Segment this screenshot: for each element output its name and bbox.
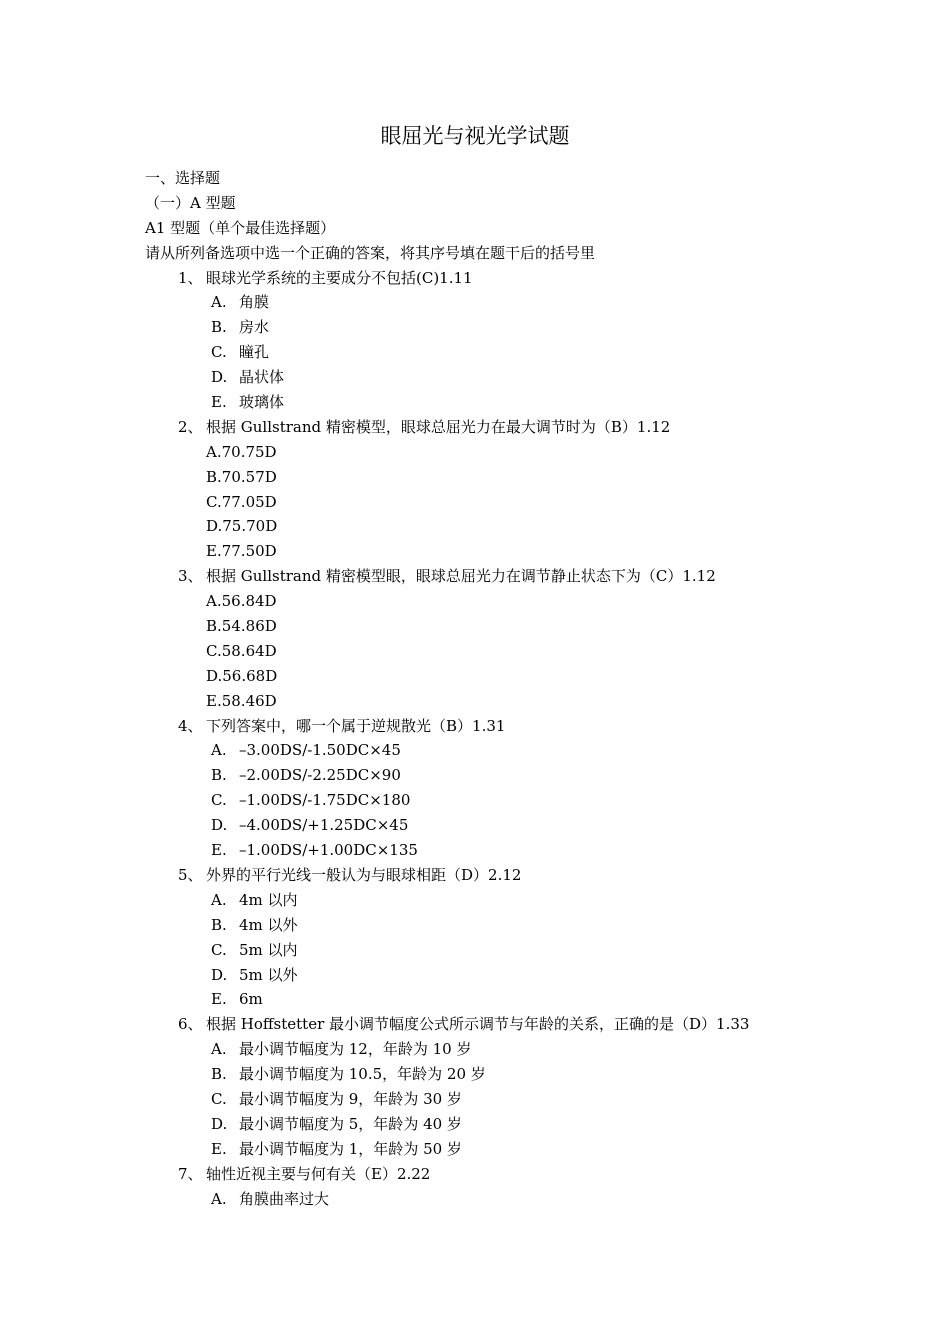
option-letter: E. [211,393,227,412]
option-text: 晶状体 [239,368,285,387]
option-text: 4m 以内 [239,890,298,909]
option-text: –2.00DS/-2.25DC×90 [239,766,401,785]
question-number: 1、 [178,268,203,287]
answer-option [145,788,905,813]
answer-option [145,1112,905,1137]
option-text: 最小调节幅度为 10.5，年龄为 20 岁 [239,1065,486,1084]
section-heading: 一、选择题 [145,169,221,187]
answer-option [145,365,905,390]
answer-option [145,813,905,838]
option-text: 角膜曲率过大 [239,1189,330,1208]
option-letter: E. [211,990,227,1009]
question-text: 眼球光学系统的主要成分不包括(C)1.11 [206,268,473,287]
option-text: –4.00DS/+1.25DC×45 [239,816,409,835]
option-letter: C. [211,940,227,959]
option-text: D.75.70D [206,517,278,536]
subsection-heading: （一）A 型题 [145,193,236,212]
question-text: 轴性近视主要与何有关（E）2.22 [206,1164,431,1183]
option-letter: D. [211,368,228,387]
option-text: E.58.46D [206,691,277,710]
option-text: 角膜 [239,293,270,312]
question-text: 下列答案中，哪一个属于逆规散光（B）1.31 [206,716,506,735]
option-text: A.70.75D [206,442,277,461]
question-number: 5、 [178,865,203,884]
answer-option [145,913,905,938]
answer-option [145,614,905,639]
option-text: 4m 以外 [239,915,298,934]
question-list [145,266,905,1212]
option-letter: A. [211,890,227,909]
answer-option [145,639,905,664]
question-stem [145,1162,905,1187]
answer-option [145,888,905,913]
answer-option [145,440,905,465]
answer-option [145,340,905,365]
answer-option [145,938,905,963]
question-text: 根据 Gullstrand 精密模型，眼球总屈光力在最大调节时为（B）1.12 [206,417,671,436]
question-stem [145,564,905,589]
option-letter: D. [211,816,228,835]
option-text: –1.00DS/+1.00DC×135 [239,841,418,860]
answer-option [145,689,905,714]
option-letter: D. [211,1114,228,1133]
option-letter: C. [211,791,227,810]
document-body [145,166,905,1211]
option-text: –1.00DS/-1.75DC×180 [239,791,411,810]
instruction-text: 请从所列备选项中选一个正确的答案，将其序号填在题干后的括号里 [145,243,596,262]
option-letter: B. [211,915,227,934]
answer-option [145,738,905,763]
option-letter: B. [211,766,227,785]
option-letter: E. [211,1139,227,1158]
option-text: C.77.05D [206,492,277,511]
answer-option [145,1137,905,1162]
question-stem [145,415,905,440]
answer-option [145,589,905,614]
document-title: 眼屈光与视光学试题 [380,124,570,148]
option-letter: C. [211,343,227,362]
answer-option [145,1187,905,1212]
answer-option [145,514,905,539]
option-text: C.58.64D [206,641,277,660]
question-stem [145,1012,905,1037]
question-text: 根据 Gullstrand 精密模型眼，眼球总屈光力在调节静止状态下为（C）1.12 [206,567,716,586]
answer-option [145,290,905,315]
answer-option [145,390,905,415]
answer-option [145,987,905,1012]
question-number: 3、 [178,567,203,586]
option-text: D.56.68D [206,666,278,685]
question-number: 7、 [178,1164,203,1183]
answer-option [145,1062,905,1087]
answer-option [145,490,905,515]
answer-option [145,838,905,863]
question-number: 6、 [178,1015,203,1034]
option-text: A.56.84D [206,592,277,611]
question-type-heading: A1 型题（单个最佳选择题） [145,218,336,237]
option-text: 瞳孔 [239,343,270,362]
question-number: 2、 [178,417,203,436]
option-text: B.54.86D [206,617,277,636]
answer-option [145,963,905,988]
option-text: B.70.57D [206,467,277,486]
option-text: 最小调节幅度为 1，年龄为 50 岁 [239,1139,462,1158]
question-stem [145,266,905,291]
option-text: 玻璃体 [239,393,285,412]
option-text: –3.00DS/-1.50DC×45 [239,741,401,760]
option-letter: B. [211,318,227,337]
answer-option [145,1087,905,1112]
answer-option [145,465,905,490]
answer-option [145,664,905,689]
option-letter: E. [211,841,227,860]
option-letter: D. [211,965,228,984]
option-text: 最小调节幅度为 9，年龄为 30 岁 [239,1089,462,1108]
option-letter: A. [211,293,227,312]
option-text: 房水 [239,318,270,337]
question-text: 外界的平行光线一般认为与眼球相距（D）2.12 [206,865,522,884]
question-text: 根据 Hoffstetter 最小调节幅度公式所示调节与年龄的关系，正确的是（D）1.33 [206,1015,750,1034]
answer-option [145,763,905,788]
option-letter: C. [211,1089,227,1108]
option-text: 5m 以外 [239,965,298,984]
option-letter: A. [211,741,227,760]
answer-option [145,539,905,564]
option-text: 6m [239,990,263,1009]
question-number: 4、 [178,716,203,735]
option-text: 最小调节幅度为 5，年龄为 40 岁 [239,1114,462,1133]
option-letter: B. [211,1065,227,1084]
option-letter: A. [211,1189,227,1208]
option-text: 5m 以内 [239,940,298,959]
answer-option [145,1037,905,1062]
option-letter: A. [211,1040,227,1059]
option-text: E.77.50D [206,542,277,561]
question-stem [145,714,905,739]
answer-option [145,315,905,340]
option-text: 最小调节幅度为 12，年龄为 10 岁 [239,1040,472,1059]
question-stem [145,863,905,888]
